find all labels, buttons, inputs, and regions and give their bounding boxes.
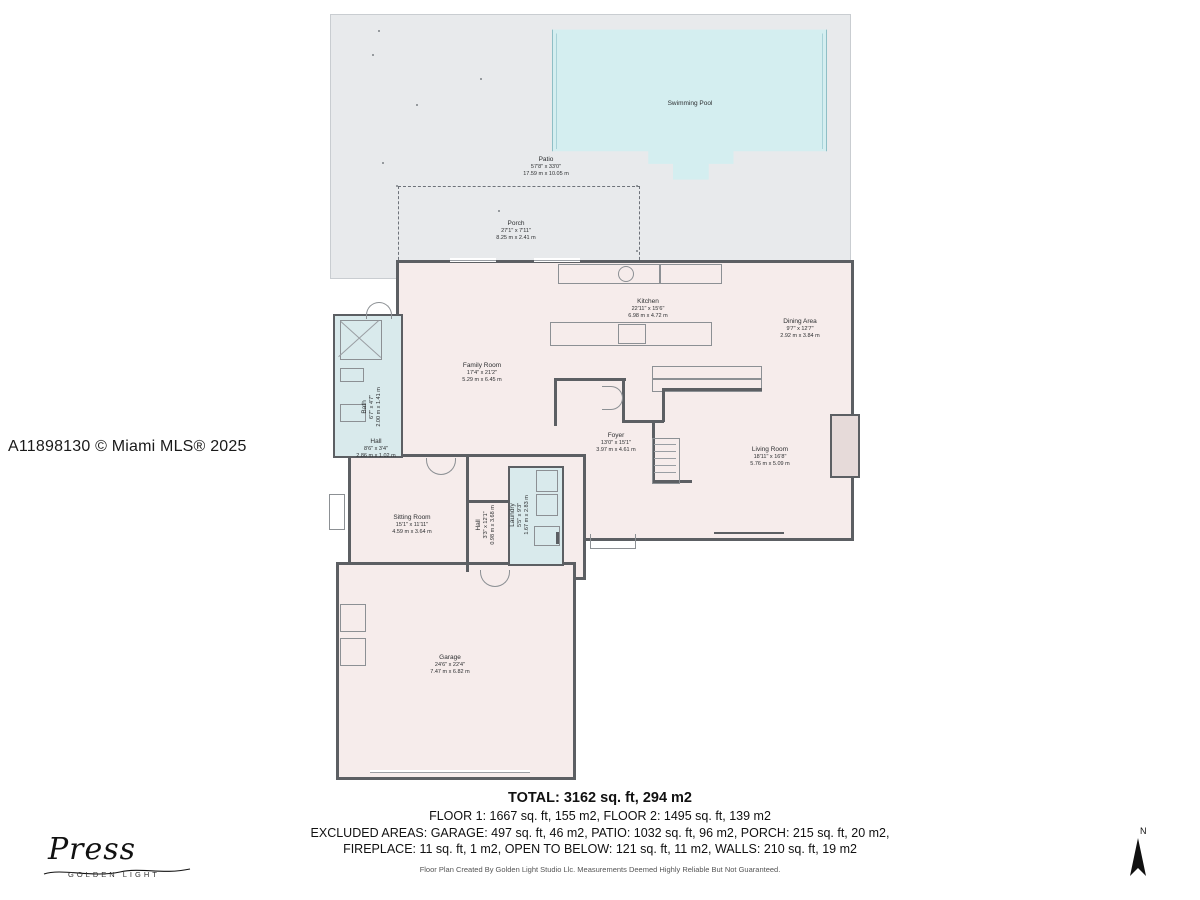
dimension-tick	[416, 104, 418, 106]
storage-shelf	[340, 638, 366, 666]
washer-icon	[536, 470, 558, 492]
room-label-porch: Porch 27'1" x 7'11" 8.25 m x 2.41 m	[496, 220, 536, 241]
room-label-laundry: Laundry 5'5" x 9'3" 1.67 m x 2.83 m	[509, 495, 531, 535]
room-label-swimming-pool: Swimming Pool	[667, 100, 713, 107]
interior-wall	[662, 388, 762, 391]
toilet-fixture	[340, 368, 364, 382]
mls-watermark: A11898130 © Miami MLS® 2025	[8, 438, 247, 455]
interior-wall	[466, 454, 469, 572]
total-area-line: TOTAL: 3162 sq. ft, 294 m2	[508, 790, 692, 806]
door-swing	[366, 302, 392, 319]
excluded-areas-line: EXCLUDED AREAS: GARAGE: 497 sq. ft, 46 m2, PATIO: 1032 sq. ft, 96 m2, PORCH: 215 sq. ft, 20 m2,	[310, 825, 890, 840]
room-label-garage: Garage 24'6" x 22'4" 7.47 m x 6.82 m	[430, 654, 470, 675]
stair-tread	[654, 472, 676, 473]
stair-tread	[654, 465, 676, 466]
stair-tread	[654, 451, 676, 452]
dimension-tick	[636, 250, 638, 252]
window	[450, 260, 496, 261]
interior-wall	[554, 378, 626, 381]
dimension-tick	[636, 185, 638, 187]
storage-shelf	[340, 604, 366, 632]
floors-line: FLOOR 1: 1667 sq. ft, 155 m2, FLOOR 2: 1495 sq. ft, 139 m2	[429, 809, 771, 823]
north-label: N	[1140, 826, 1147, 836]
interior-wall	[554, 378, 557, 426]
room-label-bath: Bath 6'7" x 4'7" 2.00 m x 1.41 m	[361, 387, 383, 427]
dimension-tick	[372, 54, 374, 56]
stair-tread	[654, 458, 676, 459]
room-label-family-room: Family Room 17'4" x 21'2" 5.29 m x 6.45 m	[462, 362, 502, 383]
window-bay	[329, 494, 345, 530]
kitchen-counter	[558, 264, 660, 284]
garage-door-line	[370, 772, 530, 773]
floor-plan-drawing	[330, 14, 875, 779]
kitchen-sink-icon	[618, 266, 634, 282]
room-label-hall-1: Hall 8'6" x 3'4" 2.86 m x 1.02 m	[356, 438, 396, 459]
utility-sink-icon	[534, 526, 560, 546]
cooktop-icon	[618, 324, 646, 344]
dimension-tick	[382, 162, 384, 164]
window	[534, 260, 580, 261]
room-label-dining-area: Dining Area 9'7" x 12'7" 2.92 m x 3.84 m	[780, 318, 820, 339]
interior-wall	[662, 390, 665, 422]
room-label-patio: Patio 57'8" x 33'0" 17.59 m x 10.05 m	[523, 156, 569, 177]
disclaimer-text: Floor Plan Created By Golden Light Studio Llc. Measurements Deemed Highly Reliable But Not Guaranteed.	[419, 865, 781, 874]
entry-door-swing	[590, 534, 636, 549]
logo-subtitle: GOLDEN LIGHT	[68, 870, 160, 879]
golden-light-logo	[40, 830, 220, 886]
room-label-sitting-room: Sitting Room 15'1" x 11'11" 4.59 m x 3.64 m	[392, 514, 432, 535]
room-label-living-room: Living Room 18'11" x 16'8" 5.76 m x 5.09 m	[750, 446, 790, 467]
dimension-tick	[378, 30, 380, 32]
dryer-icon	[536, 494, 558, 516]
dimension-tick	[480, 78, 482, 80]
interior-wall	[466, 500, 508, 503]
dimension-tick	[396, 185, 398, 187]
excluded-areas-line-2: FIREPLACE: 11 sq. ft, 1 m2, OPEN TO BELOW: 121 sq. ft, 11 m2, WALLS: 210 sq. ft, 19 m2	[343, 842, 857, 856]
bay-window	[714, 532, 784, 534]
north-arrow	[1118, 826, 1158, 886]
room-label-hall-2: Hall 3'3" x 12'1" 0.98 m x 3.68 m	[475, 505, 497, 545]
interior-wall	[622, 420, 664, 423]
room-label-foyer: Foyer 13'0" x 15'1" 3.97 m x 4.61 m	[596, 432, 636, 453]
stair-tread	[654, 444, 676, 445]
logo-script-text: Press	[48, 832, 137, 867]
living-room-bay	[830, 414, 860, 478]
room-label-kitchen: Kitchen 22'11" x 15'6" 6.98 m x 4.72 m	[628, 298, 668, 319]
kitchen-counter	[660, 264, 722, 284]
compass-needle-icon	[1118, 826, 1158, 886]
